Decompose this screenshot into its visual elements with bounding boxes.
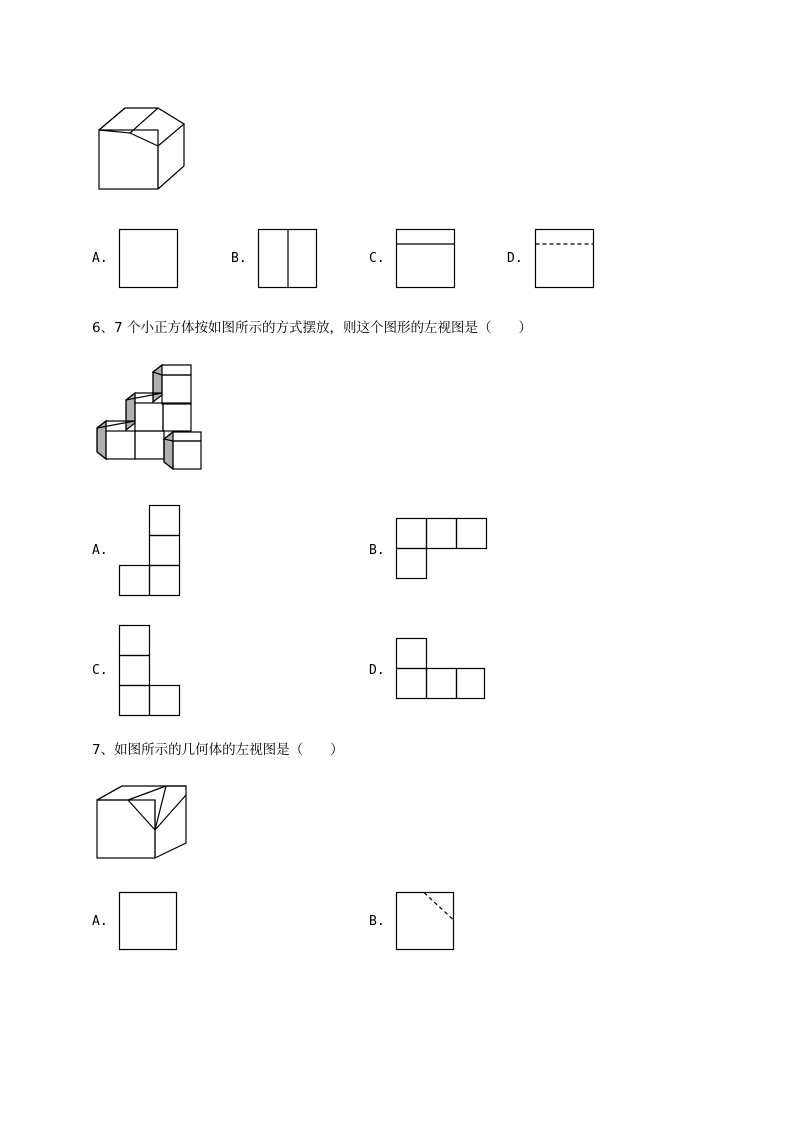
q6-option-a-label[interactable]: A. bbox=[92, 543, 108, 558]
q5-option-c-label[interactable]: C. bbox=[369, 251, 385, 266]
q7-option-a-figure[interactable] bbox=[119, 892, 179, 952]
q5-option-d-label[interactable]: D. bbox=[507, 251, 523, 266]
q7-option-b-figure[interactable] bbox=[396, 892, 456, 952]
q6-question-text: 6、7 个小正方体按如图所示的方式摆放，则这个图形的左视图是（ ） bbox=[92, 320, 532, 336]
q5-option-a-label[interactable]: A. bbox=[92, 251, 108, 266]
q7-option-a-label[interactable]: A. bbox=[92, 914, 108, 929]
q5-option-b-label[interactable]: B. bbox=[231, 251, 247, 266]
q6-option-c-label[interactable]: C. bbox=[92, 663, 108, 678]
q7-option-b-label[interactable]: B. bbox=[369, 914, 385, 929]
q7-question-text: 7、如图所示的几何体的左视图是（ ） bbox=[92, 742, 344, 758]
q6-option-d-label[interactable]: D. bbox=[369, 663, 385, 678]
q6-option-b-label[interactable]: B. bbox=[369, 543, 385, 558]
